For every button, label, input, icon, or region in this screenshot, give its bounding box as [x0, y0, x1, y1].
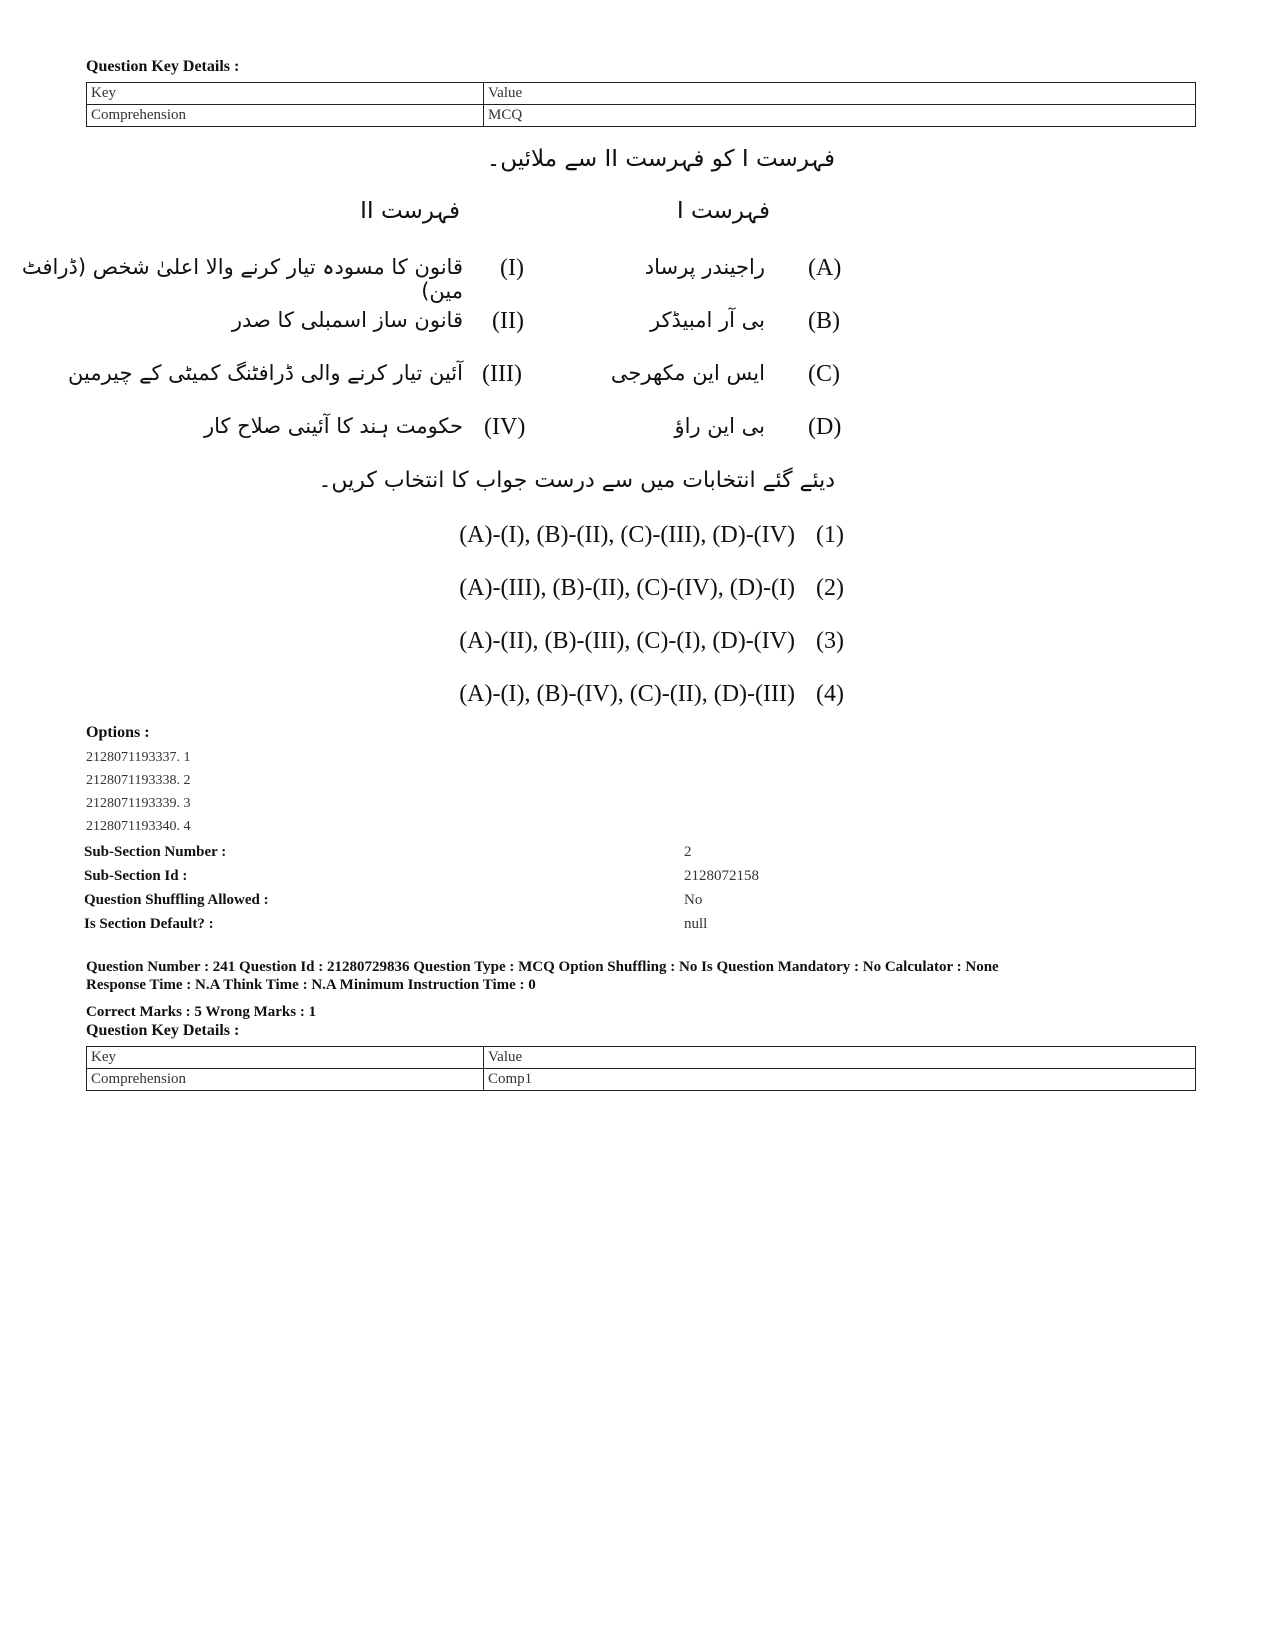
list2-marker: (II) — [492, 308, 524, 334]
option-id: 2128071193339. 3 — [86, 796, 191, 811]
answer-option-text: (A)-(III), (B)-(II), (C)-(IV), (D)-(I) — [459, 575, 795, 601]
answer-option-number: (4) — [816, 681, 844, 707]
table-cell: Key — [87, 83, 484, 105]
sub-section-id-value: 2128072158 — [684, 868, 759, 884]
shuffle-value: No — [684, 892, 703, 908]
list2-marker: (IV) — [484, 414, 526, 440]
sub-section-number-label: Sub-Section Number : — [84, 844, 227, 860]
table-cell: MCQ — [484, 105, 1196, 127]
table-cell: Comprehension — [87, 1069, 484, 1091]
key-details-label: Question Key Details : — [86, 1022, 240, 1039]
list1-marker: (D) — [808, 414, 842, 440]
list1-item: ایس این مکھرجی — [610, 361, 765, 385]
answer-option-number: (2) — [816, 575, 844, 601]
answer-option-number: (1) — [816, 522, 844, 548]
list1-item: بی این راؤ — [674, 414, 765, 438]
list2-item: حکومت ہند کا آئینی صلاح کار — [203, 414, 463, 438]
sub-section-number-value: 2 — [684, 844, 692, 860]
list2-item: قانون کا مسودہ تیار کرنے والا اعلیٰ شخص (ڈرافٹ مین) — [21, 255, 463, 303]
answer-option-text: (A)-(I), (B)-(IV), (C)-(II), (D)-(III) — [459, 681, 795, 707]
options-label: Options : — [86, 724, 150, 741]
list1-marker: (C) — [808, 361, 840, 387]
sub-section-info — [84, 840, 884, 936]
table-header-row — [87, 1047, 1196, 1069]
list1-marker: (B) — [808, 308, 840, 334]
table-cell: Value — [484, 1047, 1196, 1069]
table-header-row — [87, 83, 1196, 105]
option-id-list — [86, 746, 190, 838]
key-details-table — [86, 1046, 1196, 1091]
table-cell: Comp1 — [484, 1069, 1196, 1091]
option-id: 2128071193340. 4 — [86, 819, 191, 834]
table-cell: Comprehension — [87, 105, 484, 127]
key-details-label: Question Key Details : — [86, 58, 240, 75]
table-row — [87, 1069, 1196, 1091]
list1-marker: (A) — [808, 255, 842, 281]
key-details-table — [86, 82, 1196, 127]
marks-line: Correct Marks : 5 Wrong Marks : 1 — [86, 1004, 317, 1020]
sub-section-id-label: Sub-Section Id : — [84, 868, 188, 884]
list2-marker: (I) — [500, 255, 524, 281]
option-id: 2128071193337. 1 — [86, 750, 191, 765]
answer-option-text: (A)-(I), (B)-(II), (C)-(III), (D)-(IV) — [459, 522, 795, 548]
question-meta-line: Question Number : 241 Question Id : 21280729836 Question Type : MCQ Option Shuffling : No Is Question Mandatory : No Calculator : None — [86, 959, 999, 975]
option-id: 2128071193338. 2 — [86, 773, 191, 788]
instruction-text: فہرست I کو فہرست II سے ملائیں۔ — [486, 146, 835, 172]
list1-heading: فہرست I — [676, 198, 770, 224]
answer-option-number: (3) — [816, 628, 844, 654]
table-cell: Value — [484, 83, 1196, 105]
section-default-value: null — [684, 916, 708, 932]
list2-heading: فہرست II — [360, 198, 460, 224]
question-meta-line: Response Time : N.A Think Time : N.A Minimum Instruction Time : 0 — [86, 977, 536, 993]
section-default-label: Is Section Default? : — [84, 916, 214, 932]
table-row — [87, 105, 1196, 127]
shuffle-label: Question Shuffling Allowed : — [84, 892, 269, 908]
list2-marker: (III) — [482, 361, 522, 387]
table-cell: Key — [87, 1047, 484, 1069]
choose-instruction: دیئے گئے انتخابات میں سے درست جواب کا انتخاب کریں۔ — [318, 468, 835, 493]
list2-item: آئین تیار کرنے والی ڈرافٹنگ کمیٹی کے چیرمین — [68, 361, 463, 385]
list1-item: بی آر امبیڈکر — [649, 308, 765, 332]
list2-item: قانون ساز اسمبلی کا صدر — [231, 308, 463, 332]
list1-item: راجیندر پرساد — [644, 255, 765, 279]
answer-option-text: (A)-(II), (B)-(III), (C)-(I), (D)-(IV) — [459, 628, 795, 654]
question-meta — [86, 958, 1196, 1024]
